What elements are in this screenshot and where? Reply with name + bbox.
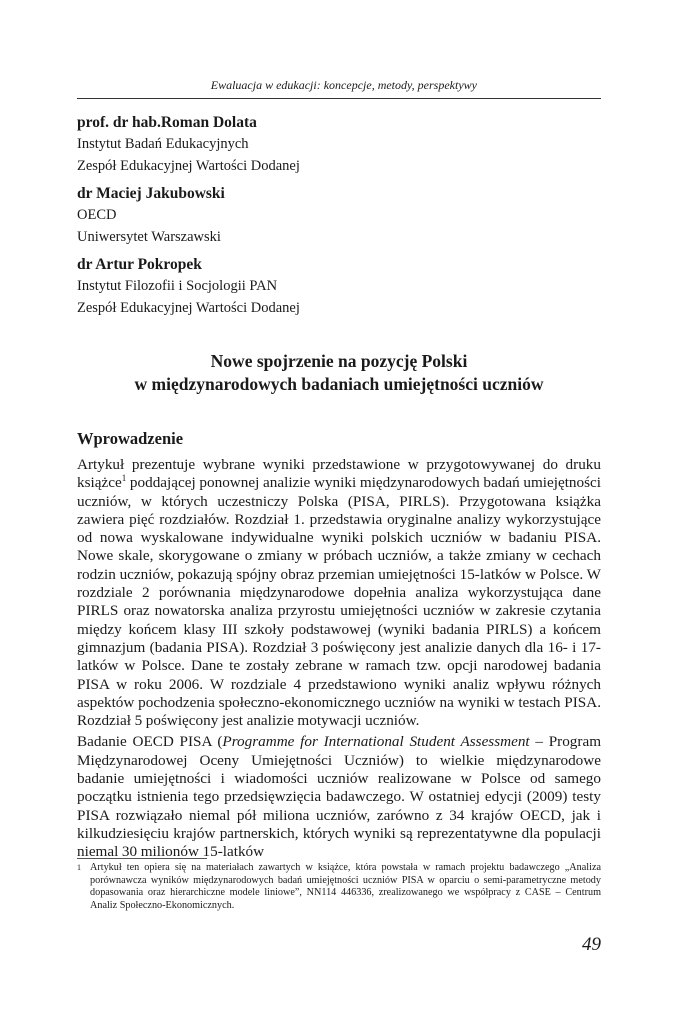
section-heading: Wprowadzenie <box>77 429 184 448</box>
author-list <box>77 112 601 325</box>
author-affiliation: Instytut Filozofii i Socjologii PAN <box>77 278 278 294</box>
author-affiliation: Uniwersytet Warszawski <box>77 229 221 245</box>
paragraph-pisa <box>77 733 601 861</box>
paragraph-text: Artykuł prezentuje wybrane wyniki przedstawione w przygotowywanej do druku książce <box>77 456 601 492</box>
article-title-line-2: w międzynarodowych badaniach umiejętności uczniów <box>134 374 544 394</box>
footnote <box>77 862 601 912</box>
author-block-jakubowski <box>77 183 601 248</box>
author-block-dolata <box>77 112 601 177</box>
running-head: Ewaluacja w edukacji: koncepcje, metody, perspektywy <box>210 78 477 92</box>
author-block-pokropek <box>77 254 601 319</box>
author-affiliation: OECD <box>77 207 117 223</box>
author-name: prof. dr hab.Roman Dolata <box>77 114 257 131</box>
author-affiliation: Instytut Badań Edukacyjnych <box>77 136 249 152</box>
article-title-line-1: Nowe spojrzenie na pozycję Polski <box>210 351 468 371</box>
paragraph-text: – Program Międzynarodowej Oceny Umiejętności Uczniów) to wielkie międzynarodowe badanie umiejętności i wiadomości uczniów realizowane w Polsce od samego początku istnienia tego przedsięwzięcia badawczego. W ostatniej edycji (2009) testy PISA rozwiązało niemal pół miliona uczniów, zarówno z 34 krajów OECD, jak i kilkudziesięciu krajów partnerskich, których wyniki są reprezentatywne dla populacji niemal 30 milionów 15-latków <box>77 733 602 861</box>
paragraph-text: Badanie OECD PISA ( <box>77 733 223 751</box>
article-title <box>77 350 601 396</box>
footnote-rule <box>77 858 207 859</box>
author-affiliation: Zespół Edukacyjnej Wartości Dodanej <box>77 158 300 174</box>
page-number: 49 <box>582 934 601 955</box>
paragraph-introduction <box>77 456 601 730</box>
header-rule <box>77 98 601 99</box>
article-body <box>77 456 601 865</box>
footnote-reference[interactable]: 1 <box>121 473 127 484</box>
footnote-text: Artykuł ten opiera się na materiałach zawartych w książce, która powstała w ramach projektu badawczego „Analiza porównawcza wyników międzynarodowych badań umiejętności uczniów PISA w oparciu o semi-parametryczne metody dopasowania oraz hierarchiczne modele liniowe”, NN114 446336, zrealizowanego we współpracy z CASE – Centrum Analiz Społeczno-Ekonomicznych. <box>90 862 601 911</box>
author-name: dr Maciej Jakubowski <box>77 185 225 202</box>
author-affiliation: Zespół Edukacyjnej Wartości Dodanej <box>77 300 300 316</box>
author-name: dr Artur Pokropek <box>77 256 202 273</box>
italic-term: Programme for International Student Assessment <box>222 733 530 751</box>
footnote-marker: 1 <box>77 863 81 872</box>
paragraph-text: poddającej ponownej analizie wyniki międzynarodowych badań umiejętności uczniów, w których uczestniczy Polska (PISA, PIRLS). Przygotowana książka zawiera pięć rozdziałów. Rozdział 1. przedstawia oryginalne analizy wykorzystujące od nowa wyskalowane indywidualne wyniki polskich uczniów w badaniu PISA. Nowe skale, skorygowane o zmiany w próbach uczniów, a także zmiany w cechach rodzin uczniów, pokazują spójny obraz przemian umiejętności 15-latków w Polsce. W rozdziale 2 porównania międzynarodowe dopełnia analiza wykorzystująca dane PIRLS oraz nowatorska analiza przyrostu umiejętności uczniów w zakresie czytania między końcem klasy III szkoły podstawowej (wyniki badania PIRLS) a końcem gimnazjum (badania PISA). Rozdział 3 poświęcony jest analizie danych dla 16- i 17-latków w Polsce. Dane te zostały zebrane w ramach tzw. opcji narodowej badania PISA w roku 2006. W rozdziale 4 przedstawiono wyniki analiz wpływu różnych aspektów pochodzenia społeczno-ekonomicznego uczniów na wyniki w testach PISA. Rozdział 5 poświęcony jest analizie motywacji uczniów. <box>77 474 601 730</box>
